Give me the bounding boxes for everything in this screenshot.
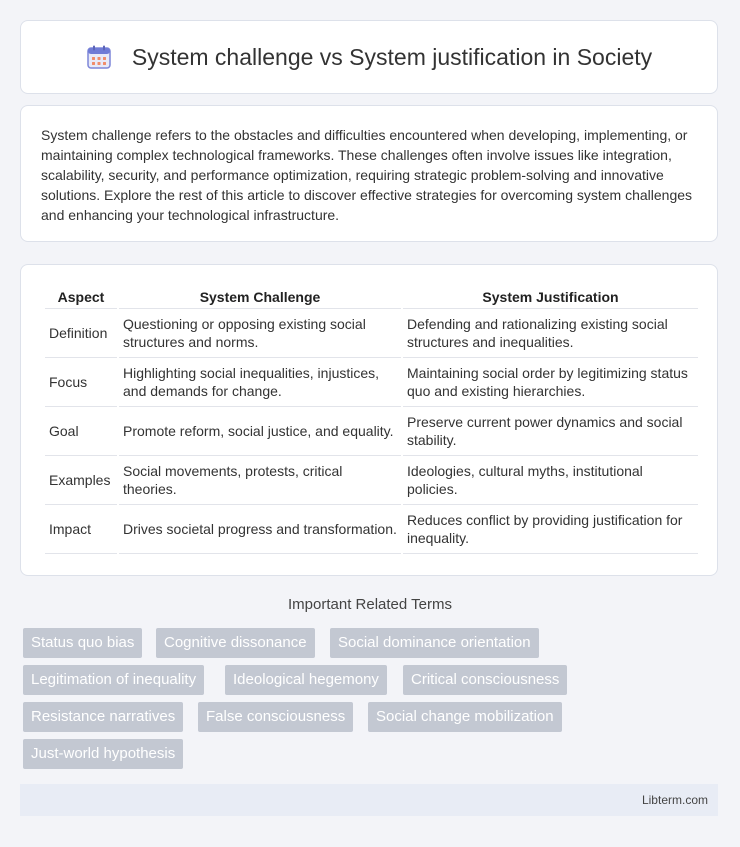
calendar-icon [86, 44, 112, 70]
page-title: System challenge vs System justification in Society [131, 43, 653, 70]
justification-cell: Maintaining social order by legitimizing status quo and existing hierarchies. [403, 358, 698, 407]
intro-text: System challenge refers to the obstacles and difficulties encountered when developing, implementing, or maintaining complex technological frameworks. These challenges often involve issues like integration, scalability, security, and performance optimization, requiring strategic problem-solving and innovative solutions. Explore the rest of this article to discover effective strategies for overcoming system challenges and enhancing your technological infrastructure. [41, 127, 693, 223]
justification-cell: Defending and rationalizing existing social structures and inequalities. [403, 309, 698, 358]
related-term-tag[interactable]: Legitimation of inequality [23, 665, 204, 695]
challenge-cell: Social movements, protests, critical theories. [119, 456, 401, 505]
aspect-cell: Definition [45, 309, 117, 358]
related-term-tag[interactable]: Social dominance orientation [330, 628, 539, 658]
footer [20, 784, 718, 816]
related-term-tag[interactable]: Resistance narratives [23, 702, 183, 732]
related-term-tag[interactable]: Ideological hegemony [225, 665, 387, 695]
table-row [45, 309, 698, 358]
table-row [45, 407, 698, 456]
justification-cell: Ideologies, cultural myths, institutional policies. [403, 456, 698, 505]
aspect-cell: Impact [45, 505, 117, 554]
challenge-cell: Promote reform, social justice, and equality. [119, 407, 401, 456]
related-term-tag[interactable]: Just-world hypothesis [23, 739, 183, 769]
header-system-justification: System Justification [403, 285, 698, 309]
aspect-cell: Examples [45, 456, 117, 505]
related-term-tag[interactable]: False consciousness [198, 702, 353, 732]
comparison-table-card [20, 264, 718, 576]
challenge-cell: Drives societal progress and transformation. [119, 505, 401, 554]
table-header-row [45, 285, 698, 309]
header-system-challenge: System Challenge [119, 285, 401, 309]
challenge-cell: Highlighting social inequalities, injustices, and demands for change. [119, 358, 401, 407]
justification-cell: Preserve current power dynamics and social stability. [403, 407, 698, 456]
related-term-tag[interactable]: Status quo bias [23, 628, 142, 658]
aspect-cell: Focus [45, 358, 117, 407]
challenge-cell: Questioning or opposing existing social structures and norms. [119, 309, 401, 358]
footer-site-link[interactable]: Libterm.com [641, 793, 708, 807]
intro-card [20, 105, 718, 242]
title-card [20, 20, 718, 94]
table-row [45, 505, 698, 554]
header-aspect: Aspect [45, 285, 117, 309]
aspect-cell: Goal [45, 407, 117, 456]
comparison-table [43, 285, 700, 554]
table-row [45, 358, 698, 407]
related-term-tag[interactable]: Cognitive dissonance [156, 628, 315, 658]
related-terms-title: Important Related Terms [288, 596, 452, 613]
related-term-tag[interactable]: Critical consciousness [403, 665, 567, 695]
justification-cell: Reduces conflict by providing justification for inequality. [403, 505, 698, 554]
related-term-tag[interactable]: Social change mobilization [368, 702, 562, 732]
table-row [45, 456, 698, 505]
